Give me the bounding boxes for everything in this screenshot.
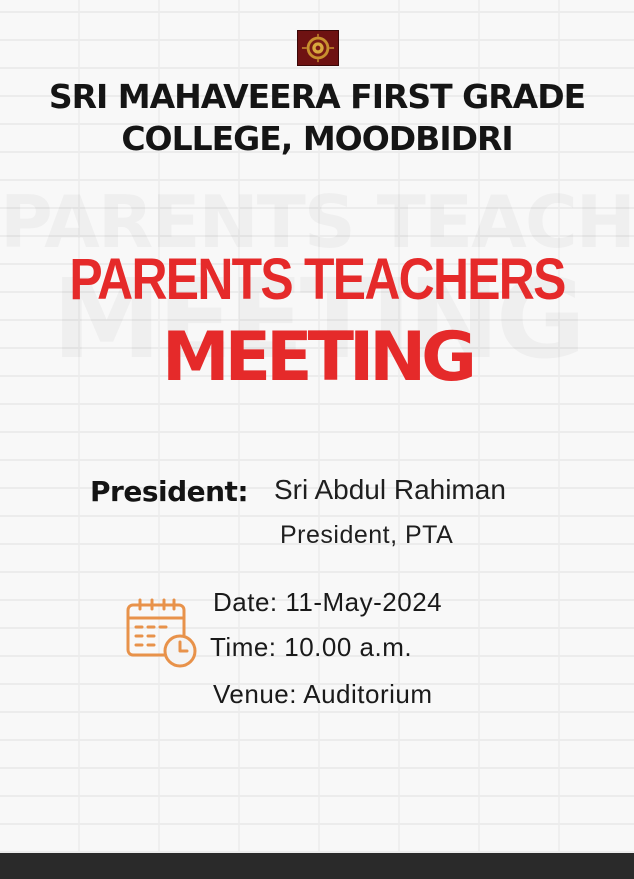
college-emblem-icon	[297, 30, 339, 66]
event-title-line2: MEETING	[162, 318, 472, 397]
president-role: President, PTA	[280, 521, 454, 549]
footer-bar	[0, 853, 634, 879]
president-label: President:	[90, 475, 249, 508]
college-name-line2: COLLEGE, MOODBIDRI	[121, 119, 513, 158]
college-name-line1: SRI MAHAVEERA FIRST GRADE	[48, 77, 586, 116]
event-title-line1: PARENTS TEACHERS	[69, 247, 565, 312]
president-name: Sri Abdul Rahiman	[274, 474, 506, 505]
event-date: Date: 11-May-2024	[213, 587, 443, 617]
event-time: Time: 10.00 a.m.	[210, 632, 413, 662]
event-venue: Venue: Auditorium	[213, 679, 433, 709]
calendar-clock-icon	[125, 597, 199, 671]
